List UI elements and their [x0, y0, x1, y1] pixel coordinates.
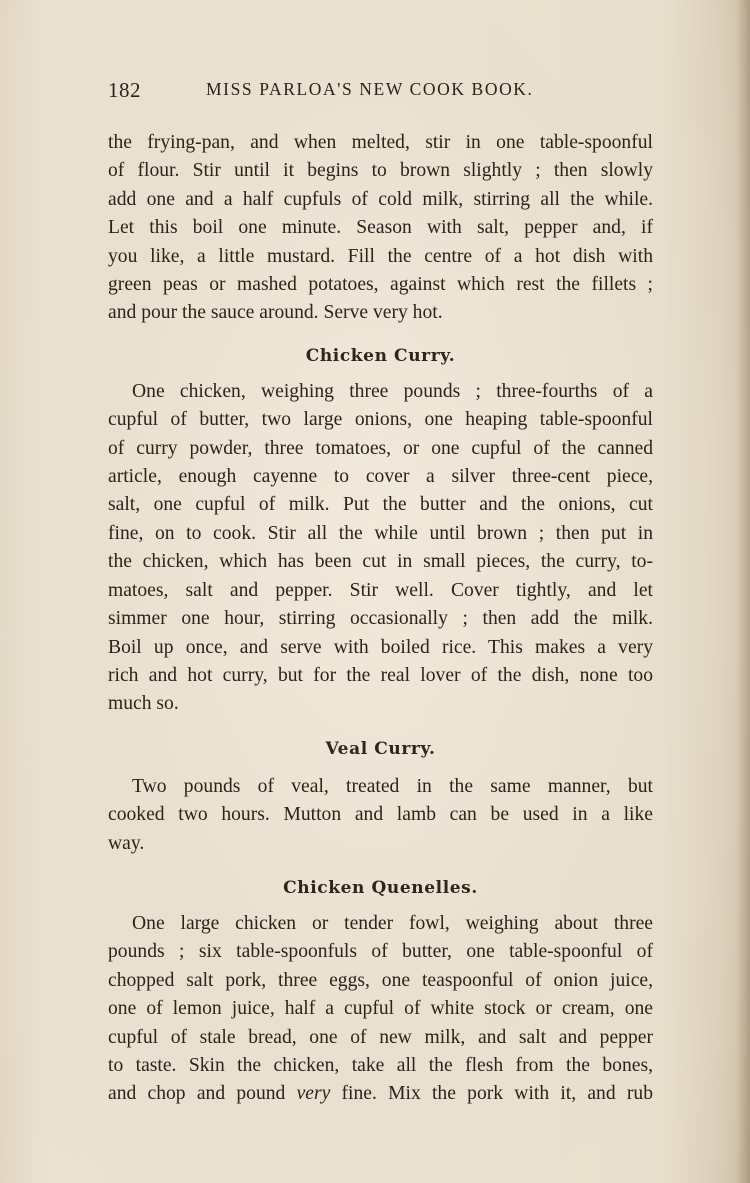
- text-line: way.: [108, 832, 145, 854]
- text-line-with-italic: [108, 1080, 653, 1108]
- text-line: much so.: [108, 693, 179, 715]
- page-body: [108, 129, 653, 1109]
- text-line: fine, on to cook. Stir all the while until brown ; then put in: [108, 522, 653, 544]
- recipe-title-veal-curry: Veal Curry.: [325, 738, 436, 759]
- page-edge-shadow: [736, 0, 750, 1183]
- recipe-title-chicken-curry: Chicken Curry.: [305, 345, 456, 366]
- text-line: matoes, salt and pepper. Stir well. Cover tightly, and let: [108, 579, 653, 601]
- text-line: the chicken, which has been cut in small pieces, the curry, to-: [108, 551, 653, 573]
- text-line: chopped salt pork, three eggs, one teaspoonful of onion juice,: [108, 969, 653, 991]
- text-line: cupful of stale bread, one of new milk, and salt and pepper: [108, 1026, 653, 1048]
- page-number: 182: [108, 78, 141, 102]
- text-line: One chicken, weighing three pounds ; three-fourths of a: [132, 380, 653, 402]
- text-segment: and chop and pound: [108, 1083, 297, 1105]
- italic-word: very: [296, 1083, 331, 1105]
- running-head: MISS PARLOA'S NEW COOK BOOK.: [206, 79, 534, 99]
- text-line: and pour the sauce around. Serve very hot.: [108, 302, 443, 324]
- text-line: to taste. Skin the chicken, take all the flesh from the bones,: [108, 1054, 653, 1076]
- text-line: you like, a little mustard. Fill the centre of a hot dish with: [108, 245, 653, 267]
- text-line: pounds ; six table-spoonfuls of butter, one table-spoonful of: [108, 941, 653, 963]
- text-line: article, enough cayenne to cover a silver three-cent piece,: [108, 466, 653, 488]
- text-line: green peas or mashed potatoes, against which rest the fillets ;: [108, 274, 653, 296]
- text-line: of flour. Stir until it begins to brown slightly ; then slowly: [108, 160, 653, 182]
- text-line: Boil up once, and serve with boiled rice. This makes a very: [108, 636, 653, 658]
- text-line: add one and a half cupfuls of cold milk, stirring all the while.: [108, 188, 653, 210]
- text-line: Two pounds of veal, treated in the same manner, but: [132, 775, 653, 797]
- intro-paragraph: [108, 129, 653, 328]
- text-line: Let this boil one minute. Season with salt, pepper and, if: [108, 217, 653, 239]
- recipe-veal-curry-text: [108, 773, 653, 858]
- text-line: the frying-pan, and when melted, stir in one table-spoonful: [108, 132, 653, 153]
- text-line: simmer one hour, stirring occasionally ; then add the milk.: [108, 608, 653, 630]
- recipe-chicken-curry-text: [108, 378, 653, 719]
- recipe-chicken-quenelles-text: [108, 910, 653, 1109]
- text-segment: fine. Mix the pork with it, and rub: [330, 1083, 653, 1105]
- recipe-title-chicken-quenelles: Chicken Quenelles.: [283, 877, 478, 898]
- text-line: rich and hot curry, but for the real lover of the dish, none too: [108, 664, 653, 686]
- text-line: salt, one cupful of milk. Put the butter and the onions, cut: [108, 494, 653, 516]
- text-line: one of lemon juice, half a cupful of white stock or cream, one: [108, 998, 653, 1020]
- text-line: cupful of butter, two large onions, one heaping table-spoonful: [108, 409, 653, 431]
- text-line: of curry powder, three tomatoes, or one cupful of the canned: [108, 437, 653, 459]
- page-header: [108, 78, 653, 108]
- text-line: One large chicken or tender fowl, weighing about three: [132, 912, 653, 934]
- text-line: cooked two hours. Mutton and lamb can be used in a like: [108, 804, 653, 826]
